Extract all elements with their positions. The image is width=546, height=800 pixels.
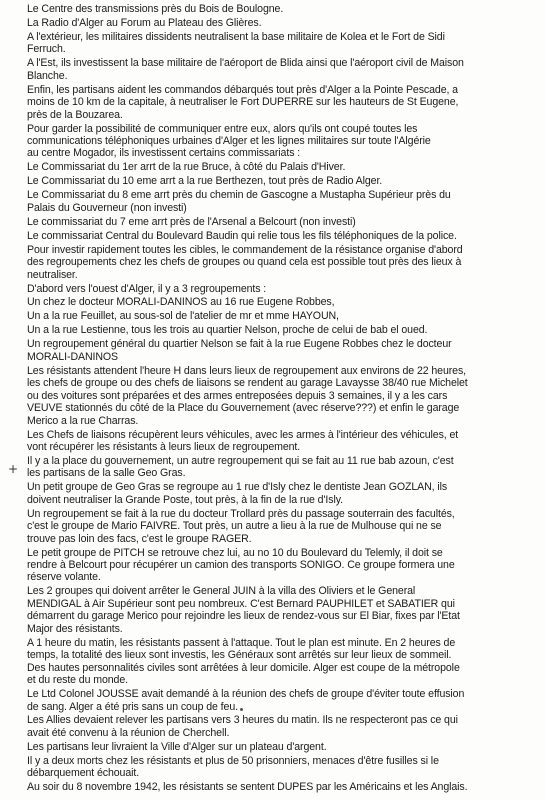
text-line: D'abord vers l'ouest d'Alger, il y a 3 regroupements :: [27, 282, 267, 295]
text-line: des regroupements chez les chefs de groupes ou quand cela est possible tout près des lieux à: [27, 256, 462, 269]
text-line: Un regroupement se fait à la rue du docteur Trollard près du passage souterrain des facultés,: [27, 507, 455, 520]
text-line: VEUVE stationnés du côté de la Place du Gouvernement (avec réserve???) et enfin le garage: [27, 402, 460, 415]
paragraph: [27, 17, 532, 29]
text-line: les partisans de la salle Geo Gras.: [27, 467, 186, 480]
handwritten-cross-mark: +: [8, 462, 19, 476]
paragraph: [27, 508, 532, 545]
text-line: Ferruch.: [27, 43, 66, 56]
text-line: communications téléphoniques urbaines d'Alger et les lignes militaires sur toute l'Algérie: [27, 135, 431, 148]
text-line: Le Ltd Colonel JOUSSE avait demandé à la réunion des chefs de groupe d'éviter toute effusion: [27, 688, 465, 701]
text-line: démarrent du garage Merico pour rejoindre les lieux de rendez-vous sur El Biar, fixes par l'Etat: [27, 610, 460, 623]
text-line: Major des résistants.: [27, 622, 123, 635]
text-line: Le petit groupe de PITCH se retrouve chez lui, au no 10 du Boulevard du Telemly, il doit se: [27, 546, 443, 559]
paragraph: [27, 189, 532, 214]
paragraph: [27, 365, 532, 427]
text-line: ou des voitures sont préparées et des armes entreposées depuis 3 semaines, il y a les cars: [27, 389, 448, 402]
text-line: de sang. Alger a été pris sans un coup de feu.: [27, 700, 238, 713]
paragraph: [27, 585, 532, 635]
text-line: débarquement échouait.: [27, 767, 140, 780]
text-line: Les 2 groupes qui doivent arrêter le General JUIN à la villa des Oliviers et le General: [27, 585, 416, 598]
text-line: avait été convenu à la réunion de Cherchell.: [27, 726, 230, 739]
text-line: Le Commissariat du 10 eme arrt a la rue Berthezen, tout près de Radio Alger.: [27, 175, 383, 188]
text-line: Un petit groupe de Geo Gras se regroupe au 1 rue d'Isly chez le dentiste Jean GOZLAN, ils: [27, 481, 448, 494]
text-line: réserve volante.: [27, 571, 101, 584]
ink-dot: [240, 708, 243, 711]
text-line: Les partisans leur livraient la Ville d'Alger sur un plateau d'argent.: [27, 740, 327, 753]
text-line: Blanche.: [27, 69, 68, 82]
text-line: Des hautes personnalités civiles sont arrêtées à leur domicile. Alger est coupe de la métropole: [27, 661, 460, 674]
paragraph: [27, 84, 532, 121]
text-line: Palais du Gouverneur (non investi): [27, 201, 187, 214]
paragraph: [27, 481, 532, 506]
paragraph: [27, 216, 532, 228]
text-line: Un a la rue Lestienne, tous les trois au quartier Nelson, proche de celui de bab el oued.: [27, 324, 428, 337]
paragraph: [27, 338, 532, 363]
paragraph: [27, 547, 532, 584]
text-line: Au soir du 8 novembre 1942, les résistants se sentent DUPES par les Américains et les Anglais.: [27, 781, 468, 794]
paragraph: [27, 714, 532, 739]
text-line: Il y a deux morts chez les résistants et plus de 50 prisonniers, menaces d'être fusilles si le: [27, 754, 439, 767]
text-line: Un chez le docteur MORALI-DANINOS au 16 rue Eugene Robbes,: [27, 296, 335, 309]
paragraph: [27, 161, 532, 173]
paragraph: [27, 283, 532, 295]
text-line: A l'extérieur, les militaires dissidents neutralisent la base militaire de Kolea et le Fort de Sidi: [27, 30, 445, 43]
text-line: Le Commissariat du 1er arrt de la rue Bruce, à côté du Palais d'Hiver.: [27, 161, 346, 174]
paragraph: [27, 741, 532, 753]
document-body: [27, 3, 532, 794]
text-line: Les Allies devaient relever les partisans vers 3 heures du matin. Ils ne respecteront pas ce qui: [27, 714, 458, 727]
text-line: doivent neutraliser la Grande Poste, tout près, à la fin de la rue d'Isly.: [27, 493, 343, 506]
paragraph: [27, 123, 532, 160]
text-line: Il y a la place du gouvernement, un autre regroupement qui se fait au 11 rue bab azoun, c'est: [27, 454, 454, 467]
text-line: Les résistants attendent l'heure H dans leurs lieux de regroupement aux environs de 22 heures,: [27, 364, 467, 377]
text-line: Un regroupement général du quartier Nelson se fait à la rue Eugene Robbes chez le docteur: [27, 338, 452, 351]
text-line: les chefs de groupe ou des chefs de liaisons se rendent au garage Lavaysse 38/40 rue Michelet: [27, 377, 468, 390]
text-line: Pour investir rapidement toutes les cibles, le commandement de la résistance organise d'abord: [27, 243, 463, 256]
text-line: et du reste du monde.: [27, 674, 128, 687]
text-line: temps, la totalité des lieux sont investis, les Généraux sont arrêtés sur leur lieux de sommeil.: [27, 649, 452, 662]
text-line: moins de 10 km de la capitale, à neutraliser le Fort DUPERRE sur les hauteurs de St Eugene,: [27, 96, 459, 109]
paragraph: [27, 230, 532, 242]
paragraph: [27, 429, 532, 454]
text-line: neutraliser.: [27, 268, 78, 281]
text-line: Le Centre des transmissions près du Bois de Boulogne.: [27, 3, 284, 15]
paragraph: [27, 688, 532, 713]
text-line: MORALI-DANINOS: [27, 350, 119, 363]
text-line: MENDIGAL à Air Supérieur sont peu nombreux. C'est Bernard PAUPHILET et SABATIER qui: [27, 597, 455, 610]
paragraph: [27, 781, 532, 793]
text-line: vont récupérer les résistants à leurs lieux de regroupement.: [27, 440, 301, 453]
text-line: Le commissariat Central du Boulevard Baudin qui relie tous les fils téléphoniques de la police.: [27, 229, 457, 242]
text-line: Merico a la rue Charras.: [27, 414, 139, 427]
text-line: A l'Est, ils investissent la base militaire de l'aéroport de Blida ainsi que l'aéroport civil de Maison: [27, 57, 464, 70]
text-line: Pour garder la possibilité de communiquer entre eux, alors qu'ils ont coupé toutes les: [27, 122, 418, 135]
text-line: La Radio d'Alger au Forum au Plateau des Glières.: [27, 16, 262, 29]
paragraph: [27, 755, 532, 780]
paragraph: [27, 296, 532, 308]
text-line: Enfin, les partisans aident les commandos débarqués tout près d'Alger a la Pointe Pescade, a: [27, 83, 458, 96]
paragraph: [27, 31, 532, 56]
paragraph: [27, 310, 532, 322]
text-line: A 1 heure du matin, les résistants passent à l'attaque. Tout le plan est minute. En 2 heures de: [27, 636, 456, 649]
paragraph: [27, 244, 532, 281]
text-line: Un a la rue Feuillet, au sous-sol de l'atelier de mr et mme HAYOUN,: [27, 310, 339, 323]
paragraph: [27, 175, 532, 187]
text-line: c'est le groupe de Mario FAIVRE. Tout près, un autre a lieu à la rue de Mulhouse qui ne se: [27, 520, 442, 533]
text-line: rendre à Belcourt pour récupérer un camion des transports SONIGO. Ce groupe formera une: [27, 559, 455, 572]
text-line: Le commissariat du 7 eme arrt près de l'Arsenal a Belcourt (non investi): [27, 215, 356, 228]
text-line: au centre Mogador, ils investissent certains commissariats :: [27, 147, 301, 160]
paragraph: [27, 455, 532, 480]
text-line: trouve pas loin des facs, c'est le groupe RAGER.: [27, 532, 252, 545]
text-line: Les Chefs de liaisons récupèrent leurs véhicules, avec les armes à l'intérieur des véhicules, et: [27, 428, 459, 441]
paragraph: [27, 324, 532, 336]
text-line: Le Commissariat du 8 eme arrt près du chemin de Gascogne a Mustapha Supérieur près du: [27, 189, 451, 202]
paragraph: [27, 3, 532, 15]
text-line: près de la Bouzarea.: [27, 108, 123, 121]
paragraph: [27, 637, 532, 687]
paragraph: [27, 57, 532, 82]
